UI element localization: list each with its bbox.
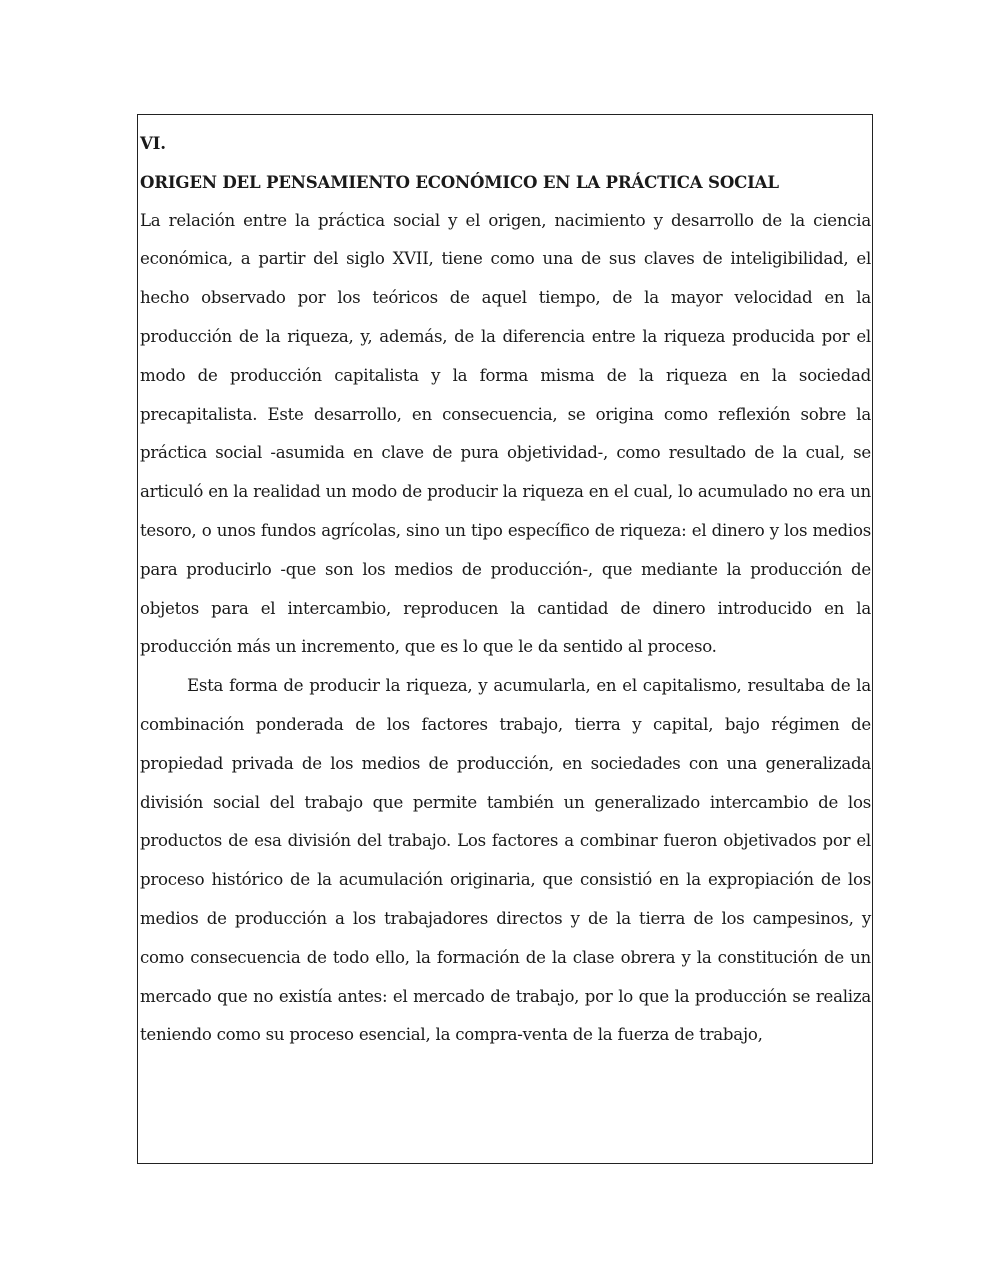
paragraph-2: Esta forma de producir la riqueza, y acumularla, en el capitalismo, resultaba de la combinación ponderada de los factores trabajo, tierra y capital, bajo régimen de propiedad privada de los medios de producción, en sociedades con una generalizada división social del trabajo que permite también un generalizado intercambio de los productos de esa división del trabajo. Los factores a combinar fueron objetivados por el proceso histórico de la acumulación originaria, que consistió en la expropiación de los medios de producción a los trabajadores directos y de la tierra de los campesinos, y como consecuencia de todo ello, la formación de la clase obrera y la constitución de un mercado que no existía antes: el mercado de trabajo, por lo que la producción se realiza teniendo como su proceso esencial, la compra-venta de la fuerza de trabajo, (140, 676, 871, 1045)
paragraph-1: La relación entre la práctica social y el origen, nacimiento y desarrollo de la ciencia económica, a partir del siglo XVII, tiene como una de sus claves de inteligibilidad, el hecho observado por los teóricos de aquel tiempo, de la mayor velocidad en la producción de la riqueza, y, además, de la diferencia entre la riqueza producida por el modo de producción capitalista y la forma misma de la riqueza en la sociedad precapitalista. Este desarrollo, en consecuencia, se origina como reflexión sobre la práctica social -asumida en clave de pura objetividad-, como resultado de la cual, se articuló en la realidad un modo de producir la riqueza en el cual, lo acumulado no era un tesoro, o unos fundos agrícolas, sino un tipo específico de riqueza: el dinero y los medios para producirlo -que son los medios de producción-, que mediante la producción de objetos para el intercambio, reproducen la cantidad de dinero introducido en la producción más un incremento, que es lo que le da sentido al proceso. (140, 210, 871, 657)
section-title: ORIGEN DEL PENSAMIENTO ECONÓMICO EN LA PRÁCTICA SOCIAL (140, 171, 779, 192)
document-body (140, 124, 871, 1055)
section-number: VI. (140, 133, 166, 153)
